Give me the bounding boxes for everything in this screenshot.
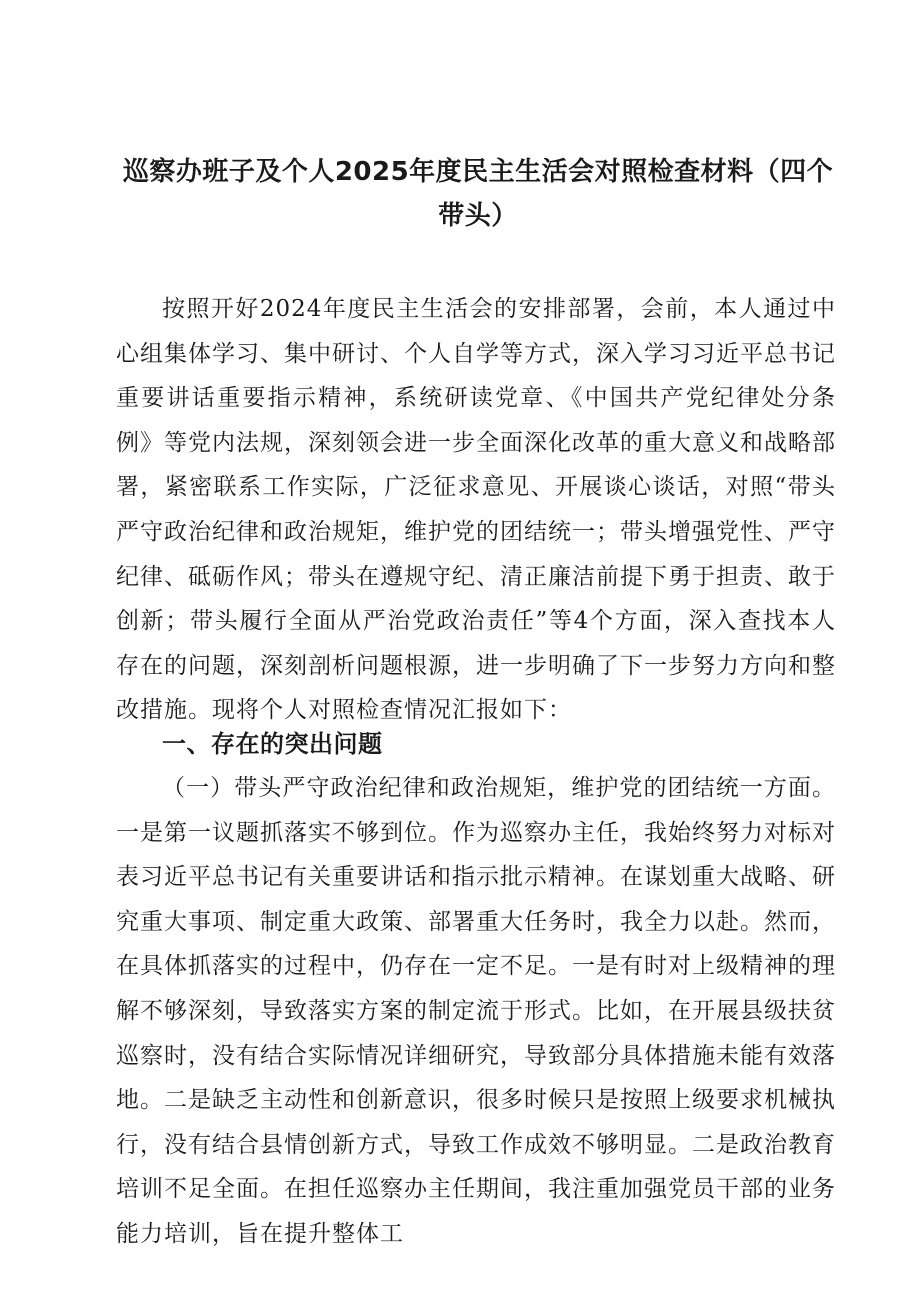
intro-paragraph: 按照开好2024年度民主生活会的安排部署，会前，本人通过中心组集体学习、集中研讨、个人自学等方式，深入学习习近平总书记重要讲话重要指示精神，系统研读党章、《中国共产党纪律处分条例》等党内法规，深刻领会进一步全面深化改革的重大意义和战略部署，紧密联系工作实际，广泛征求意见、开展谈心谈话，对照“带头严守政治纪律和政治规矩，维护党的团结统一；带头增强党性、严守纪律、砥砺作风；带头在遵规守纪、清正廉洁前提下勇于担责、敢于创新；带头履行全面从严治党政治责任”等4个方面，深入查找本人存在的问题，深刻剖析问题根源，进一步明确了下一步努力方向和整改措施。现将个人对照检查情况汇报如下： — [116, 296, 836, 724]
document-title: 巡察办班子及个人2025年度民主生活会对照检查材料（四个带头） — [122, 157, 834, 231]
section-paragraph: （一）带头严守政治纪律和政治规矩，维护党的团结统一方面。一是第一议题抓落实不够到位。作为巡察办主任，我始终努力对标对表习近平总书记有关重要讲话和指示批示精神。在谋划重大战略、研究重大事项、制定重大政策、部署重大任务时，我全力以赴。然而，在具体抓落实的过程中，仍存在一定不足。一是有时对上级精神的理解不够深刻，导致落实方案的制定流于形式。比如，在开展县级扶贫巡察时，没有结合实际情况详细研究，导致部分具体措施未能有效落地。二是缺乏主动性和创新意识，很多时候只是按照上级要求机械执行，没有结合县情创新方式，导致工作成效不够明显。二是政治教育培训不足全面。在担任巡察办主任期间，我注重加强党员干部的业务能力培训，旨在提升整体工 — [116, 775, 836, 1247]
section-heading: 一、存在的突出问题 — [162, 730, 383, 758]
